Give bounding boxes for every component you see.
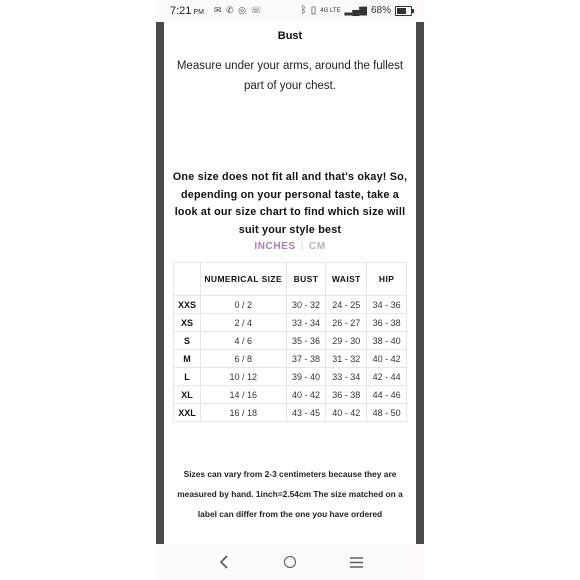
table-cell: 0 / 2 bbox=[200, 296, 286, 314]
table-cell: 30 - 32 bbox=[286, 296, 326, 314]
home-button[interactable] bbox=[277, 552, 303, 572]
table-cell: 36 - 38 bbox=[326, 386, 367, 404]
table-row bbox=[174, 314, 407, 332]
home-circle-icon bbox=[284, 556, 296, 568]
table-row bbox=[174, 368, 407, 386]
table-cell: 26 - 27 bbox=[326, 314, 367, 332]
table-header: BUST bbox=[286, 263, 326, 296]
table-cell: XXL bbox=[174, 404, 201, 422]
battery-percent: 68% bbox=[370, 5, 391, 16]
unit-cm-tab[interactable]: CM bbox=[308, 241, 326, 252]
table-cell: 24 - 25 bbox=[326, 296, 367, 314]
table-cell: M bbox=[174, 350, 201, 368]
recents-lines-icon bbox=[350, 557, 363, 568]
table-cell: 38 - 40 bbox=[367, 332, 407, 350]
table-cell: 42 - 44 bbox=[367, 368, 407, 386]
size-chart-table bbox=[173, 262, 407, 422]
table-cell: 48 - 50 bbox=[367, 404, 407, 422]
back-button[interactable] bbox=[211, 552, 237, 572]
signal-icon: ▂▄▆ bbox=[344, 5, 367, 16]
vibrate-icon: ▯ bbox=[310, 5, 317, 16]
table-cell: 4 / 6 bbox=[200, 332, 286, 350]
table-header-row bbox=[174, 263, 407, 296]
missed-call-icon: ✆ bbox=[226, 5, 235, 15]
table-cell: 40 - 42 bbox=[286, 386, 326, 404]
table-row bbox=[174, 386, 407, 404]
table-cell: 40 - 42 bbox=[326, 404, 367, 422]
table-cell: 33 - 34 bbox=[326, 368, 367, 386]
size-note: Sizes can vary from 2-3 centimeters because they are measured by hand. 1inch=2.54cm The size matched on a label can differ from the one you have ordered bbox=[177, 469, 403, 519]
message-icon: ✉ bbox=[214, 5, 223, 15]
table-cell: 16 / 18 bbox=[200, 404, 286, 422]
table-header: WAIST bbox=[326, 263, 367, 296]
table-cell: 39 - 40 bbox=[286, 368, 326, 386]
table-row bbox=[174, 332, 407, 350]
table-cell: 10 / 12 bbox=[200, 368, 286, 386]
phone-screen bbox=[156, 0, 424, 580]
phone-icon: ☏ bbox=[250, 5, 263, 15]
table-cell: 34 - 36 bbox=[367, 296, 407, 314]
bluetooth-icon: ᛒ bbox=[300, 5, 307, 16]
unit-separator: | bbox=[300, 241, 304, 252]
back-chevron-icon bbox=[219, 555, 229, 569]
page-content[interactable] bbox=[164, 22, 416, 544]
navigation-bar bbox=[156, 544, 424, 580]
section-description: Measure under your arms, around the fullest part of your chest. bbox=[176, 60, 404, 92]
table-cell: 43 - 45 bbox=[286, 404, 326, 422]
table-cell: 14 / 16 bbox=[200, 386, 286, 404]
table-cell: XXS bbox=[174, 296, 201, 314]
table-cell: 29 - 30 bbox=[326, 332, 367, 350]
hotspot-icon: ◎ bbox=[238, 5, 247, 15]
notification-icons bbox=[214, 5, 263, 16]
table-cell: 37 - 38 bbox=[286, 350, 326, 368]
system-icons bbox=[301, 5, 412, 16]
battery-icon bbox=[395, 6, 412, 16]
unit-toggle bbox=[164, 241, 416, 252]
table-cell: 40 - 42 bbox=[367, 350, 407, 368]
network-type-label: 4G LTE bbox=[320, 7, 341, 14]
table-cell: 36 - 38 bbox=[367, 314, 407, 332]
status-ampm: PM bbox=[193, 9, 204, 16]
table-cell: 35 - 36 bbox=[286, 332, 326, 350]
table-cell: 6 / 8 bbox=[200, 350, 286, 368]
table-cell: 33 - 34 bbox=[286, 314, 326, 332]
recents-button[interactable] bbox=[343, 552, 369, 572]
section-heading: Bust bbox=[277, 30, 303, 42]
table-row bbox=[174, 296, 407, 314]
table-cell: S bbox=[174, 332, 201, 350]
table-header bbox=[174, 263, 201, 296]
status-bar bbox=[156, 0, 424, 22]
table-cell: 2 / 4 bbox=[200, 314, 286, 332]
table-row bbox=[174, 404, 407, 422]
unit-inches-tab[interactable]: INCHES bbox=[254, 241, 296, 252]
table-cell: XS bbox=[174, 314, 201, 332]
table-cell: 44 - 46 bbox=[367, 386, 407, 404]
table-header: HIP bbox=[367, 263, 407, 296]
status-time-value: 7:21 bbox=[170, 5, 192, 17]
table-header: NUMERICAL SIZE bbox=[200, 263, 286, 296]
battery-fill bbox=[397, 8, 406, 14]
promo-text: One size does not fit all and that's okay! So, depending on your personal taste, take a look at our size chart to find which size will suit your style best bbox=[172, 171, 408, 236]
table-cell: XL bbox=[174, 386, 201, 404]
browser-frame bbox=[156, 22, 424, 544]
status-time bbox=[170, 5, 204, 17]
table-row bbox=[174, 350, 407, 368]
table-cell: 31 - 32 bbox=[326, 350, 367, 368]
table-cell: L bbox=[174, 368, 201, 386]
